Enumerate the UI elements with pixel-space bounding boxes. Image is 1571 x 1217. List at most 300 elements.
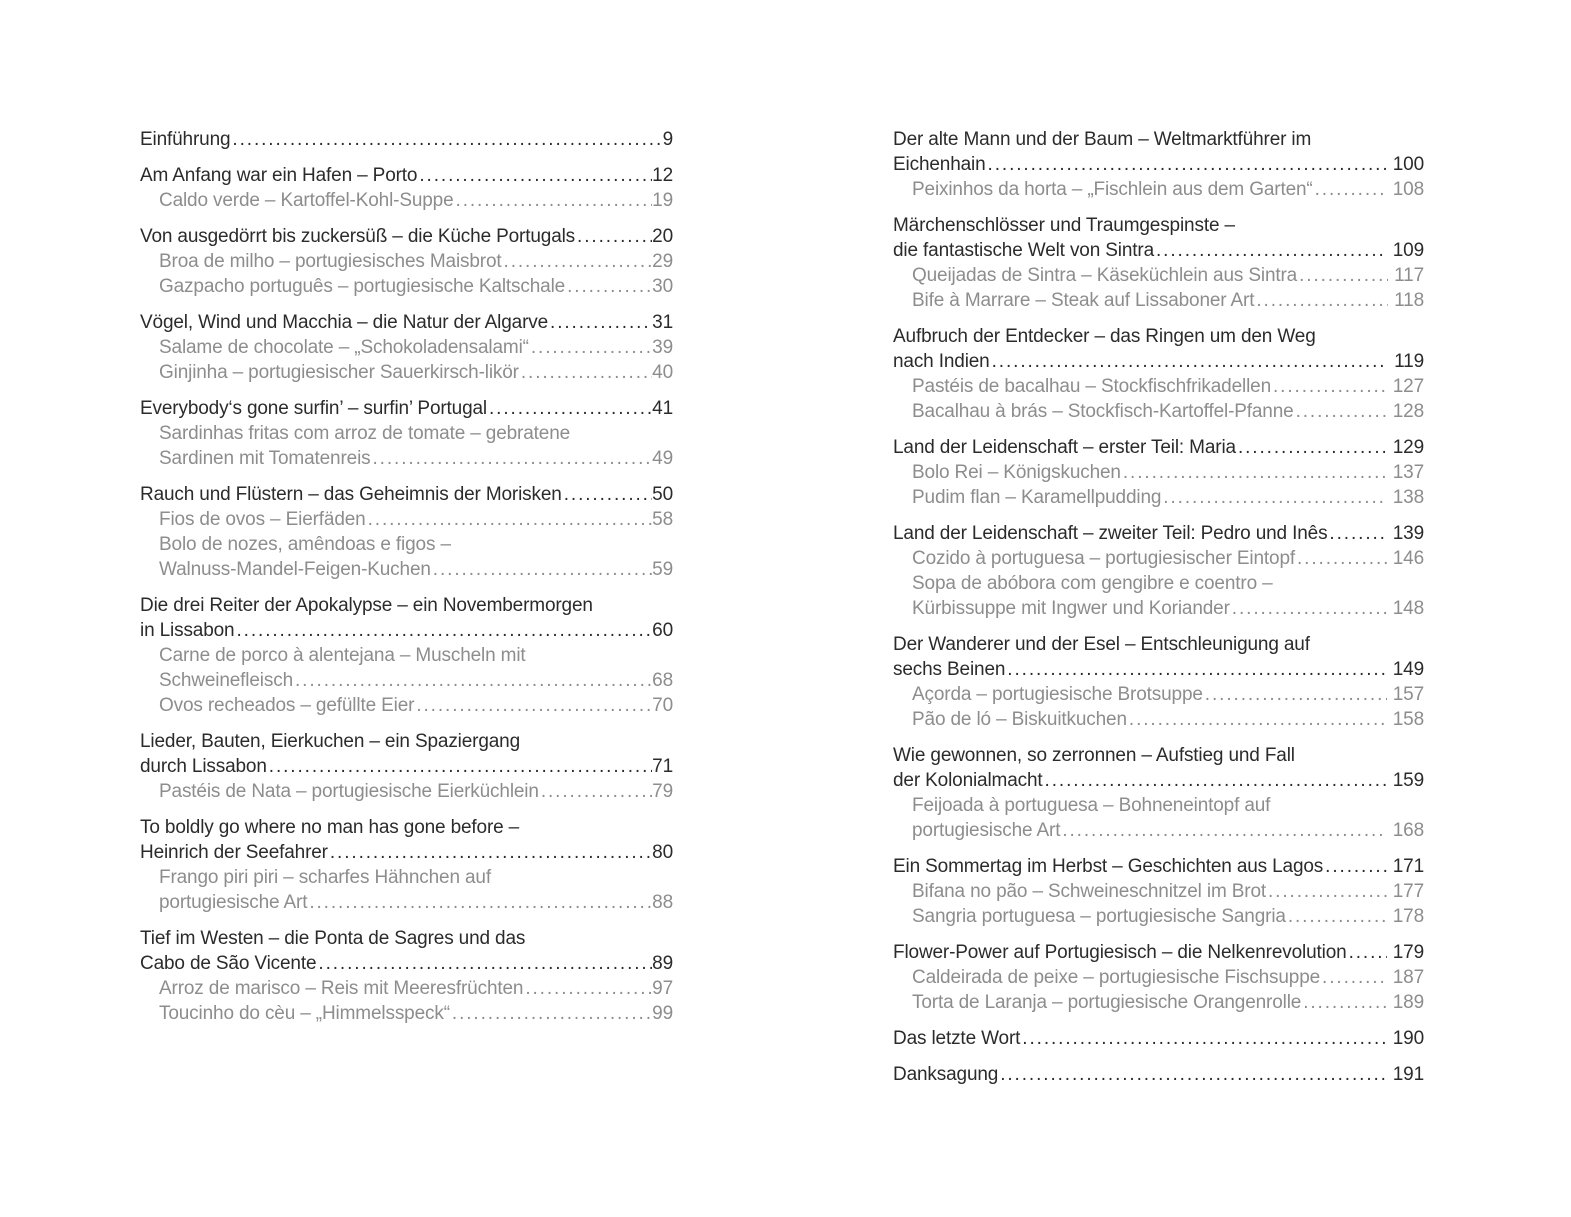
entry-text: Bolo de nozes, amêndoas e figos –	[159, 534, 451, 555]
dot-leader	[416, 693, 652, 718]
toc-entry-chapter	[893, 213, 1424, 263]
toc-line	[893, 632, 1424, 657]
toc-entry-chapter	[893, 435, 1424, 460]
toc-entry-recipe	[893, 990, 1424, 1015]
toc-group	[893, 521, 1424, 621]
toc-entry-recipe	[140, 274, 673, 299]
toc-column-right	[893, 127, 1424, 1098]
toc-line	[893, 435, 1424, 460]
entry-text: Açorda – portugiesische Brotsuppe	[912, 684, 1203, 705]
toc-line	[140, 224, 673, 249]
toc-entry-chapter	[140, 224, 673, 249]
page-number: 58	[652, 509, 673, 530]
dot-leader	[541, 779, 652, 804]
entry-text: Broa de milho – portugiesisches Maisbrot	[159, 251, 502, 272]
toc-line	[159, 779, 673, 804]
toc-line	[912, 374, 1424, 399]
toc-line	[159, 249, 673, 274]
page-number: 9	[662, 129, 673, 150]
page-number: 191	[1392, 1064, 1424, 1085]
toc-line	[912, 793, 1424, 818]
dot-leader	[1007, 657, 1386, 682]
toc-line	[912, 904, 1424, 929]
toc-entry-recipe	[893, 965, 1424, 990]
toc-line	[140, 754, 673, 779]
dot-leader	[1062, 818, 1386, 843]
dot-leader	[1288, 904, 1387, 929]
page-number: 179	[1392, 942, 1424, 963]
page-number: 108	[1392, 179, 1424, 200]
toc-group	[140, 926, 673, 1026]
toc-entry-recipe	[893, 374, 1424, 399]
dot-leader	[988, 152, 1387, 177]
toc-line	[893, 324, 1424, 349]
toc-line	[912, 596, 1424, 621]
toc-line	[912, 399, 1424, 424]
toc-line	[140, 127, 673, 152]
page-number: 178	[1392, 906, 1424, 927]
dot-leader	[373, 446, 653, 471]
dot-leader	[1123, 460, 1387, 485]
page-number: 50	[652, 484, 673, 505]
toc-entry-chapter	[893, 324, 1424, 374]
toc-entry-recipe	[140, 421, 673, 471]
entry-text: Salame de chocolate – „Schokoladensalami“	[159, 337, 529, 358]
entry-text: Lieder, Bauten, Eierkuchen – ein Spaziergang	[140, 731, 521, 752]
toc-line	[912, 571, 1424, 596]
toc-entry-chapter	[893, 1062, 1424, 1087]
page-number: 139	[1392, 523, 1424, 544]
page-number: 117	[1394, 265, 1424, 286]
toc-line	[893, 940, 1424, 965]
dot-leader	[1022, 1026, 1386, 1051]
entry-text: Einführung	[140, 129, 231, 150]
page-number: 60	[652, 620, 673, 641]
dot-leader	[1000, 1062, 1387, 1087]
toc-line	[159, 668, 673, 693]
toc-group	[140, 482, 673, 582]
dot-leader	[567, 274, 652, 299]
toc-entry-recipe	[140, 360, 673, 385]
toc-line	[912, 546, 1424, 571]
entry-text: Sardinhas fritas com arroz de tomate – gebratene	[159, 423, 571, 444]
toc-entry-recipe	[893, 793, 1424, 843]
dot-leader	[489, 396, 652, 421]
dot-leader	[1297, 546, 1387, 571]
entry-text: Flower-Power auf Portugiesisch – die Nelkenrevolution	[893, 942, 1347, 963]
dot-leader	[577, 224, 652, 249]
toc-group	[893, 632, 1424, 732]
entry-text: Torta de Laranja – portugiesische Orangenrolle	[912, 992, 1302, 1013]
dot-leader	[1296, 399, 1387, 424]
toc-group	[140, 396, 673, 471]
toc-line	[140, 163, 673, 188]
entry-text: Gazpacho português – portugiesische Kaltschale	[159, 276, 566, 297]
toc-line	[912, 263, 1424, 288]
page-number: 100	[1392, 154, 1424, 175]
toc-group	[893, 435, 1424, 510]
entry-text: Cabo de São Vicente	[140, 953, 317, 974]
entry-text: Caldeirada de peixe – portugiesische Fischsuppe	[912, 967, 1321, 988]
entry-text: Ginjinha – portugiesischer Sauerkirsch-likör	[159, 362, 519, 383]
toc-entry-chapter	[140, 815, 673, 865]
dot-leader	[1325, 854, 1387, 879]
page-number: 71	[652, 756, 673, 777]
dot-leader	[1129, 707, 1387, 732]
entry-text: Land der Leidenschaft – erster Teil: Maria	[893, 437, 1236, 458]
toc-group	[140, 224, 673, 299]
toc-line	[912, 288, 1424, 313]
entry-text: Everybody‘s gone surfin’ – surfin’ Portugal	[140, 398, 487, 419]
entry-text: Märchenschlösser und Traumgespinste –	[893, 215, 1235, 236]
toc-line	[912, 990, 1424, 1015]
dot-leader	[1299, 263, 1388, 288]
dot-leader	[236, 618, 652, 643]
toc-entry-chapter	[140, 163, 673, 188]
toc-entry-recipe	[893, 177, 1424, 202]
toc-entry-chapter	[893, 940, 1424, 965]
entry-text: Heinrich der Seefahrer	[140, 842, 328, 863]
dot-leader	[1045, 768, 1387, 793]
toc-entry-chapter	[140, 482, 673, 507]
entry-text: der Kolonialmacht	[893, 770, 1043, 791]
dot-leader	[1163, 485, 1386, 510]
toc-line	[140, 482, 673, 507]
toc-entry-recipe	[140, 779, 673, 804]
entry-text: Sangria portuguesa – portugiesische Sangria	[912, 906, 1286, 927]
toc-entry-chapter	[140, 926, 673, 976]
entry-text: Tief im Westen – die Ponta de Sagres und das	[140, 928, 526, 949]
toc-group	[893, 324, 1424, 424]
toc-line	[912, 460, 1424, 485]
page-number: 127	[1392, 376, 1424, 397]
toc-line	[159, 335, 673, 360]
toc-entry-chapter	[140, 310, 673, 335]
toc-line	[159, 188, 673, 213]
entry-text: Land der Leidenschaft – zweiter Teil: Pedro und Inês	[893, 523, 1328, 544]
dot-leader	[1329, 521, 1386, 546]
toc-entry-recipe	[140, 1001, 673, 1026]
entry-text: Rauch und Flüstern – das Geheimnis der Morisken	[140, 484, 562, 505]
toc-line	[140, 618, 673, 643]
toc-line	[140, 729, 673, 754]
dot-leader	[1315, 177, 1387, 202]
page-number: 12	[652, 165, 673, 186]
dot-leader	[452, 1001, 652, 1026]
page-number: 137	[1392, 462, 1424, 483]
page-number: 109	[1392, 240, 1424, 261]
toc-entry-chapter	[893, 1026, 1424, 1051]
toc-entry-recipe	[140, 643, 673, 693]
page-number: 30	[652, 276, 673, 297]
toc-line	[140, 840, 673, 865]
toc-line	[912, 682, 1424, 707]
entry-text: Wie gewonnen, so zerronnen – Aufstieg und Fall	[893, 745, 1295, 766]
entry-text: Die drei Reiter der Apokalypse – ein Novembermorgen	[140, 595, 593, 616]
toc-entry-recipe	[893, 904, 1424, 929]
toc-entry-recipe	[140, 335, 673, 360]
page-number: 177	[1392, 881, 1424, 902]
toc-line	[912, 485, 1424, 510]
toc-entry-recipe	[893, 546, 1424, 571]
page-number: 99	[652, 1003, 673, 1024]
dot-leader	[1256, 288, 1388, 313]
toc-entry-chapter	[893, 127, 1424, 177]
toc-entry-recipe	[893, 288, 1424, 313]
page-number: 19	[652, 190, 673, 211]
toc-entry-chapter	[893, 743, 1424, 793]
toc-line	[159, 865, 673, 890]
toc-column-left	[140, 127, 673, 1037]
toc-entry-recipe	[140, 693, 673, 718]
toc-entry-recipe	[893, 399, 1424, 424]
toc-line	[893, 152, 1424, 177]
dot-leader	[992, 349, 1389, 374]
entry-text: Vögel, Wind und Macchia – die Natur der Algarve	[140, 312, 549, 333]
page-number: 68	[652, 670, 673, 691]
dot-leader	[521, 360, 652, 385]
toc-entry-recipe	[140, 865, 673, 915]
toc-line	[912, 707, 1424, 732]
entry-text: Pão de ló – Biskuitkuchen	[912, 709, 1127, 730]
entry-text: Pastéis de Nata – portugiesische Eierküchlein	[159, 781, 539, 802]
toc-group	[140, 729, 673, 804]
dot-leader	[531, 335, 652, 360]
entry-text: durch Lissabon	[140, 756, 267, 777]
toc-line	[159, 643, 673, 668]
dot-leader	[1205, 682, 1387, 707]
toc-line	[159, 976, 673, 1001]
dot-leader	[456, 188, 653, 213]
toc-group	[140, 815, 673, 915]
page-number: 59	[652, 559, 673, 580]
toc-entry-recipe	[893, 263, 1424, 288]
toc-line	[893, 349, 1424, 374]
entry-text: Carne de porco à alentejana – Muscheln mit	[159, 645, 526, 666]
toc-group	[893, 1062, 1424, 1087]
entry-text: Ein Sommertag im Herbst – Geschichten aus Lagos	[893, 856, 1324, 877]
entry-text: Bifana no pão – Schweineschnitzel im Brot	[912, 881, 1266, 902]
toc-line	[140, 951, 673, 976]
toc-entry-recipe	[140, 976, 673, 1001]
toc-group	[140, 127, 673, 152]
entry-text: Der Wanderer und der Esel – Entschleunigung auf	[893, 634, 1310, 655]
toc-entry-chapter	[140, 593, 673, 643]
dot-leader	[1232, 596, 1387, 621]
page-number: 70	[652, 695, 673, 716]
page-number: 146	[1392, 548, 1424, 569]
page-number: 138	[1392, 487, 1424, 508]
entry-text: portugiesische Art	[159, 892, 308, 913]
dot-leader	[504, 249, 653, 274]
entry-text: Feijoada à portuguesa – Bohneneintopf auf	[912, 795, 1271, 816]
entry-text: To boldly go where no man has gone before –	[140, 817, 520, 838]
dot-leader	[525, 976, 652, 1001]
entry-text: Walnuss-Mandel-Feigen-Kuchen	[159, 559, 431, 580]
entry-text: Queijadas de Sintra – Käseküchlein aus Sintra	[912, 265, 1298, 286]
dot-leader	[232, 127, 662, 152]
dot-leader	[1303, 990, 1387, 1015]
toc-line	[159, 507, 673, 532]
page-number: 79	[652, 781, 673, 802]
toc-entry-chapter	[140, 127, 673, 152]
toc-line	[912, 818, 1424, 843]
page-number: 89	[652, 953, 673, 974]
page-number: 168	[1392, 820, 1424, 841]
toc-line	[893, 768, 1424, 793]
toc-line	[893, 1062, 1424, 1087]
page-number: 88	[652, 892, 673, 913]
entry-text: Kürbissuppe mit Ingwer und Koriander	[912, 598, 1230, 619]
entry-text: Ovos recheados – gefüllte Eier	[159, 695, 415, 716]
dot-leader	[330, 840, 652, 865]
toc-entry-chapter	[140, 396, 673, 421]
toc-group	[893, 127, 1424, 202]
entry-text: Toucinho do cèu – „Himmelsspeck“	[159, 1003, 450, 1024]
page-number: 49	[652, 448, 673, 469]
dot-leader	[550, 310, 652, 335]
entry-text: Schweinefleisch	[159, 670, 293, 691]
entry-text: portugiesische Art	[912, 820, 1061, 841]
entry-text: Cozido à portuguesa – portugiesischer Eintopf	[912, 548, 1295, 569]
page-number: 41	[652, 398, 673, 419]
page-number: 31	[652, 312, 673, 333]
toc-line	[893, 213, 1424, 238]
toc-line	[893, 743, 1424, 768]
dot-leader	[1273, 374, 1387, 399]
page-number: 39	[652, 337, 673, 358]
entry-text: Peixinhos da horta – „Fischlein aus dem Garten“	[912, 179, 1313, 200]
entry-text: in Lissabon	[140, 620, 235, 641]
dot-leader	[318, 951, 652, 976]
toc-entry-recipe	[140, 249, 673, 274]
toc-group	[893, 1026, 1424, 1051]
entry-text: Caldo verde – Kartoffel-Kohl-Suppe	[159, 190, 454, 211]
dot-leader	[1156, 238, 1387, 263]
entry-text: Von ausgedörrt bis zuckersüß – die Küche Portugals	[140, 226, 576, 247]
toc-line	[159, 557, 673, 582]
entry-text: Pudim flan – Karamellpudding	[912, 487, 1162, 508]
entry-text: Pastéis de bacalhau – Stockfischfrikadellen	[912, 376, 1271, 397]
entry-text: Danksagung	[893, 1064, 999, 1085]
page-number: 119	[1394, 351, 1424, 372]
toc-line	[159, 890, 673, 915]
toc-line	[893, 657, 1424, 682]
dot-leader	[1322, 965, 1387, 990]
dot-leader	[295, 668, 652, 693]
toc-line	[912, 177, 1424, 202]
toc-line	[893, 1026, 1424, 1051]
toc-group	[893, 854, 1424, 929]
dot-leader	[433, 557, 652, 582]
entry-text: nach Indien	[893, 351, 990, 372]
toc-entry-recipe	[893, 682, 1424, 707]
toc-entry-recipe	[893, 460, 1424, 485]
page-number: 97	[652, 978, 673, 999]
page-number: 158	[1392, 709, 1424, 730]
toc-line	[893, 238, 1424, 263]
page-number: 171	[1392, 856, 1424, 877]
toc-entry-recipe	[893, 571, 1424, 621]
toc-line	[140, 815, 673, 840]
toc-line	[159, 421, 673, 446]
entry-text: Der alte Mann und der Baum – Weltmarktführer im	[893, 129, 1312, 150]
entry-text: Arroz de marisco – Reis mit Meeresfrüchten	[159, 978, 524, 999]
toc-entry-chapter	[893, 632, 1424, 682]
toc-entry-chapter	[893, 854, 1424, 879]
toc-line	[159, 1001, 673, 1026]
page-number: 29	[652, 251, 673, 272]
page-number: 129	[1392, 437, 1424, 458]
page-number: 149	[1392, 659, 1424, 680]
toc-line	[159, 532, 673, 557]
toc-entry-recipe	[893, 707, 1424, 732]
entry-text: Fios de ovos – Eierfäden	[159, 509, 366, 530]
page-number: 80	[652, 842, 673, 863]
page-number: 148	[1392, 598, 1424, 619]
toc-entry-recipe	[140, 532, 673, 582]
toc-line	[140, 310, 673, 335]
page-number: 190	[1392, 1028, 1424, 1049]
toc-entry-recipe	[893, 879, 1424, 904]
toc-entry-recipe	[140, 188, 673, 213]
toc-line	[893, 521, 1424, 546]
toc-line	[159, 693, 673, 718]
entry-text: Das letzte Wort	[893, 1028, 1021, 1049]
toc-line	[159, 446, 673, 471]
toc-line	[140, 396, 673, 421]
toc-line	[140, 926, 673, 951]
dot-leader	[368, 507, 653, 532]
entry-text: Bolo Rei – Königskuchen	[912, 462, 1121, 483]
entry-text: Aufbruch der Entdecker – das Ringen um den Weg	[893, 326, 1316, 347]
toc-line	[893, 127, 1424, 152]
entry-text: Am Anfang war ein Hafen – Porto	[140, 165, 418, 186]
page-number: 20	[652, 226, 673, 247]
page-number: 157	[1392, 684, 1424, 705]
toc-line	[912, 965, 1424, 990]
dot-leader	[564, 482, 652, 507]
toc-line	[912, 879, 1424, 904]
toc-line	[159, 360, 673, 385]
toc-line	[159, 274, 673, 299]
toc-group	[140, 163, 673, 213]
toc-line	[893, 854, 1424, 879]
page-number: 128	[1392, 401, 1424, 422]
page-number: 187	[1392, 967, 1424, 988]
toc-line	[140, 593, 673, 618]
entry-text: Bife à Marrare – Steak auf Lissaboner Art	[912, 290, 1255, 311]
entry-text: die fantastische Welt von Sintra	[893, 240, 1154, 261]
dot-leader	[1238, 435, 1387, 460]
toc-entry-recipe	[140, 507, 673, 532]
toc-entry-recipe	[893, 485, 1424, 510]
page-number: 189	[1392, 992, 1424, 1013]
toc-group	[140, 310, 673, 385]
dot-leader	[1349, 940, 1387, 965]
toc-group	[893, 213, 1424, 313]
entry-text: Eichenhain	[893, 154, 986, 175]
page-number: 118	[1394, 290, 1424, 311]
toc-entry-chapter	[140, 729, 673, 779]
entry-text: sechs Beinen	[893, 659, 1006, 680]
dot-leader	[1268, 879, 1387, 904]
page-number: 40	[652, 362, 673, 383]
entry-text: Sardinen mit Tomatenreis	[159, 448, 371, 469]
toc-group	[140, 593, 673, 718]
entry-text: Frango piri piri – scharfes Hähnchen auf	[159, 867, 491, 888]
toc-group	[893, 940, 1424, 1015]
